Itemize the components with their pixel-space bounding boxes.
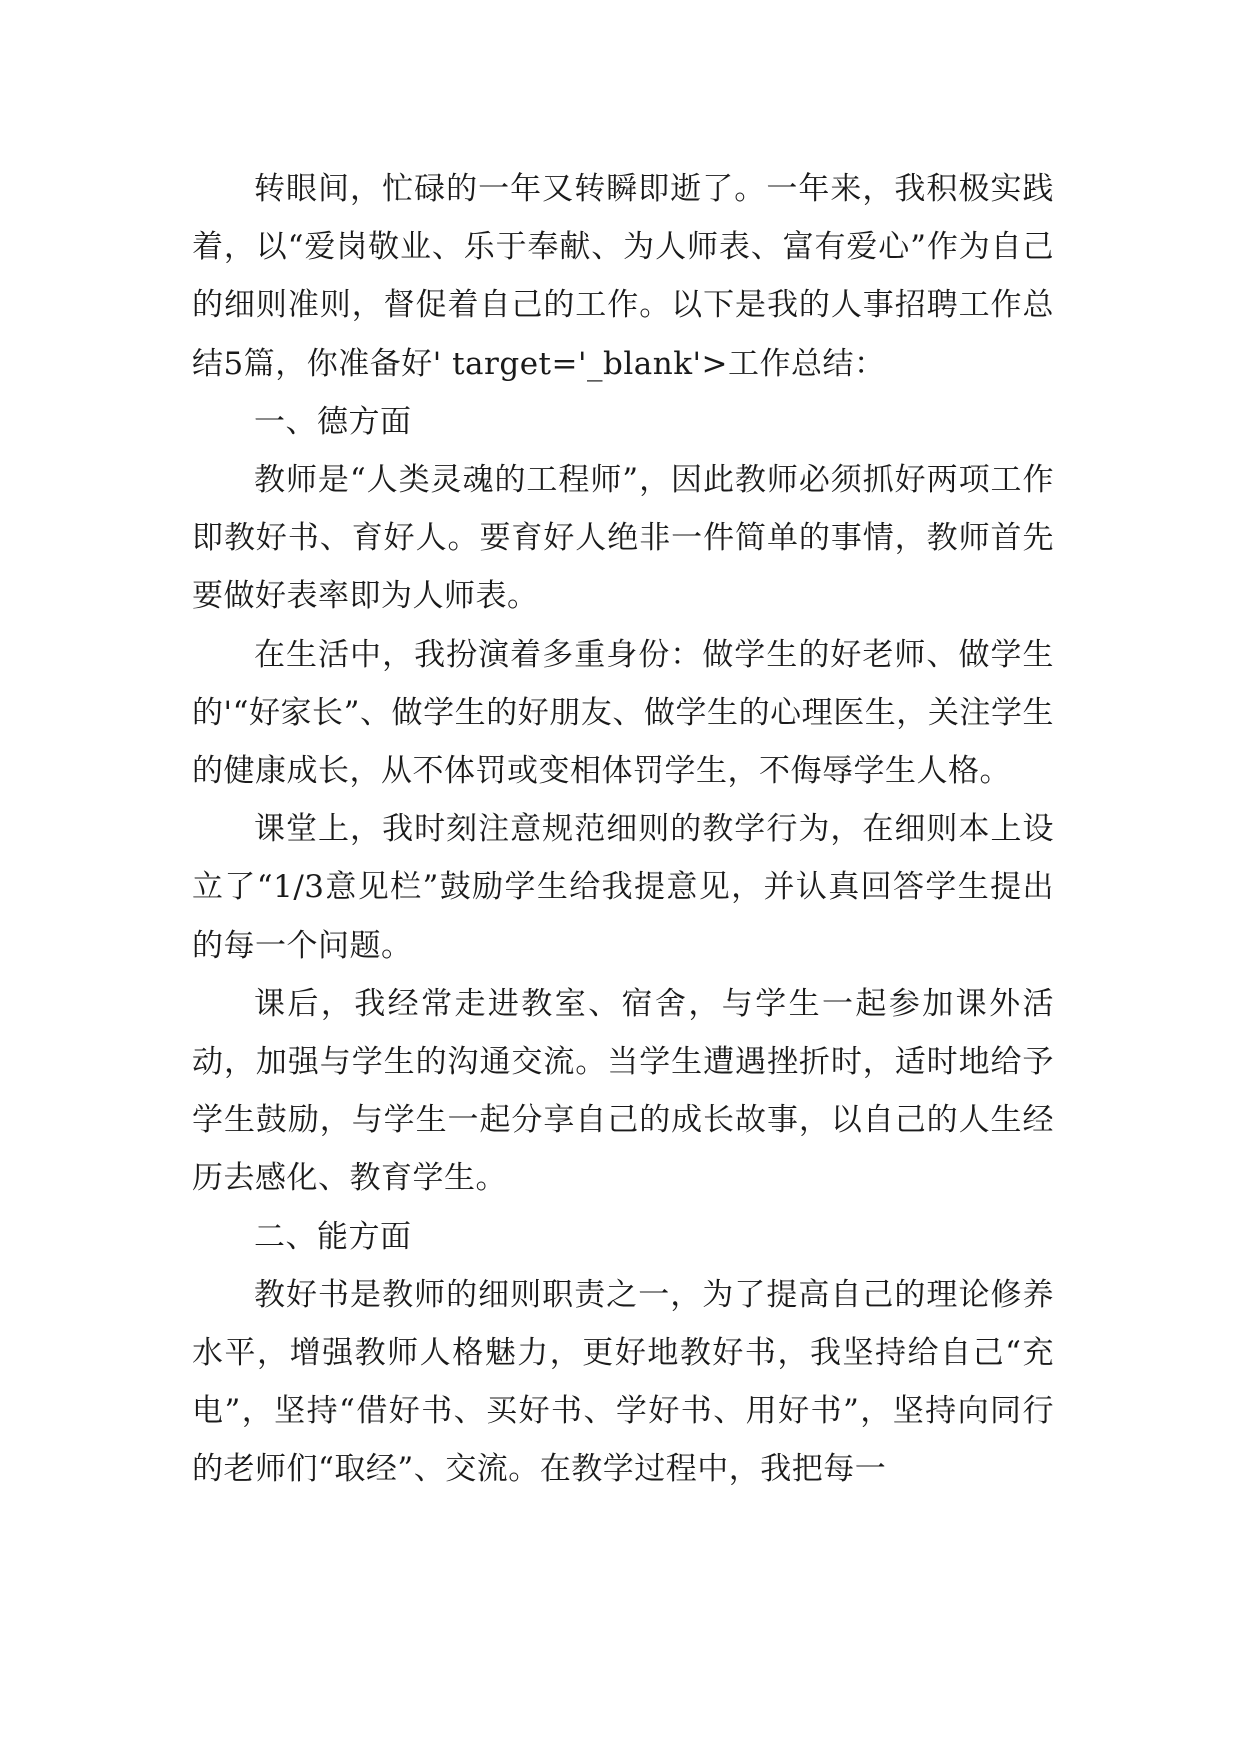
paragraph-teacher-role: 教师是“人类灵魂的工程师”，因此教师必须抓好两项工作即教好书、育好人。要育好人绝非一件简单的事情，教师首先要做好表率即为人师表。 bbox=[192, 462, 1054, 615]
paragraph-teaching: 教好书是教师的细则职责之一，为了提高自己的理论修养水平，增强教师人格魅力，更好地教好书，我坚持给自己“充电”，坚持“借好书、买好书、学好书、用好书”，坚持向同行的老师们“取经”、交流。在教学过程中，我把每一 bbox=[192, 1276, 1054, 1488]
paragraph-life: 在生活中，我扮演着多重身份：做学生的好老师、做学生的'“好家长”、做学生的好朋友、做学生的心理医生，关注学生的健康成长，从不体罚或变相体罚学生，不侮辱学生人格。 bbox=[192, 636, 1054, 790]
paragraph-classroom: 课堂上，我时刻注意规范细则的教学行为，在细则本上设立了“1/3意见栏”鼓励学生给我提意见，并认真回答学生提出的每一个问题。 bbox=[192, 811, 1054, 964]
document-body bbox=[192, 160, 1054, 1499]
paragraph-after-class: 课后，我经常走进教室、宿舍，与学生一起参加课外活动，加强与学生的沟通交流。当学生遭遇挫折时，适时地给予学生鼓励，与学生一起分享自己的成长故事，以自己的人生经历去感化、教育学生。 bbox=[192, 985, 1054, 1197]
section-heading-morality: 一、德方面 bbox=[254, 403, 412, 440]
paragraph-intro: 转眼间，忙碌的一年又转瞬即逝了。一年来，我积极实践着，以“爱岗敬业、乐于奉献、为人师表、富有爱心”作为自己的细则准则，督促着自己的工作。以下是我的人事招聘工作总结5篇，你准备好' target='_blank'>工作总结： bbox=[192, 171, 1054, 382]
section-heading-ability: 二、能方面 bbox=[254, 1218, 412, 1255]
